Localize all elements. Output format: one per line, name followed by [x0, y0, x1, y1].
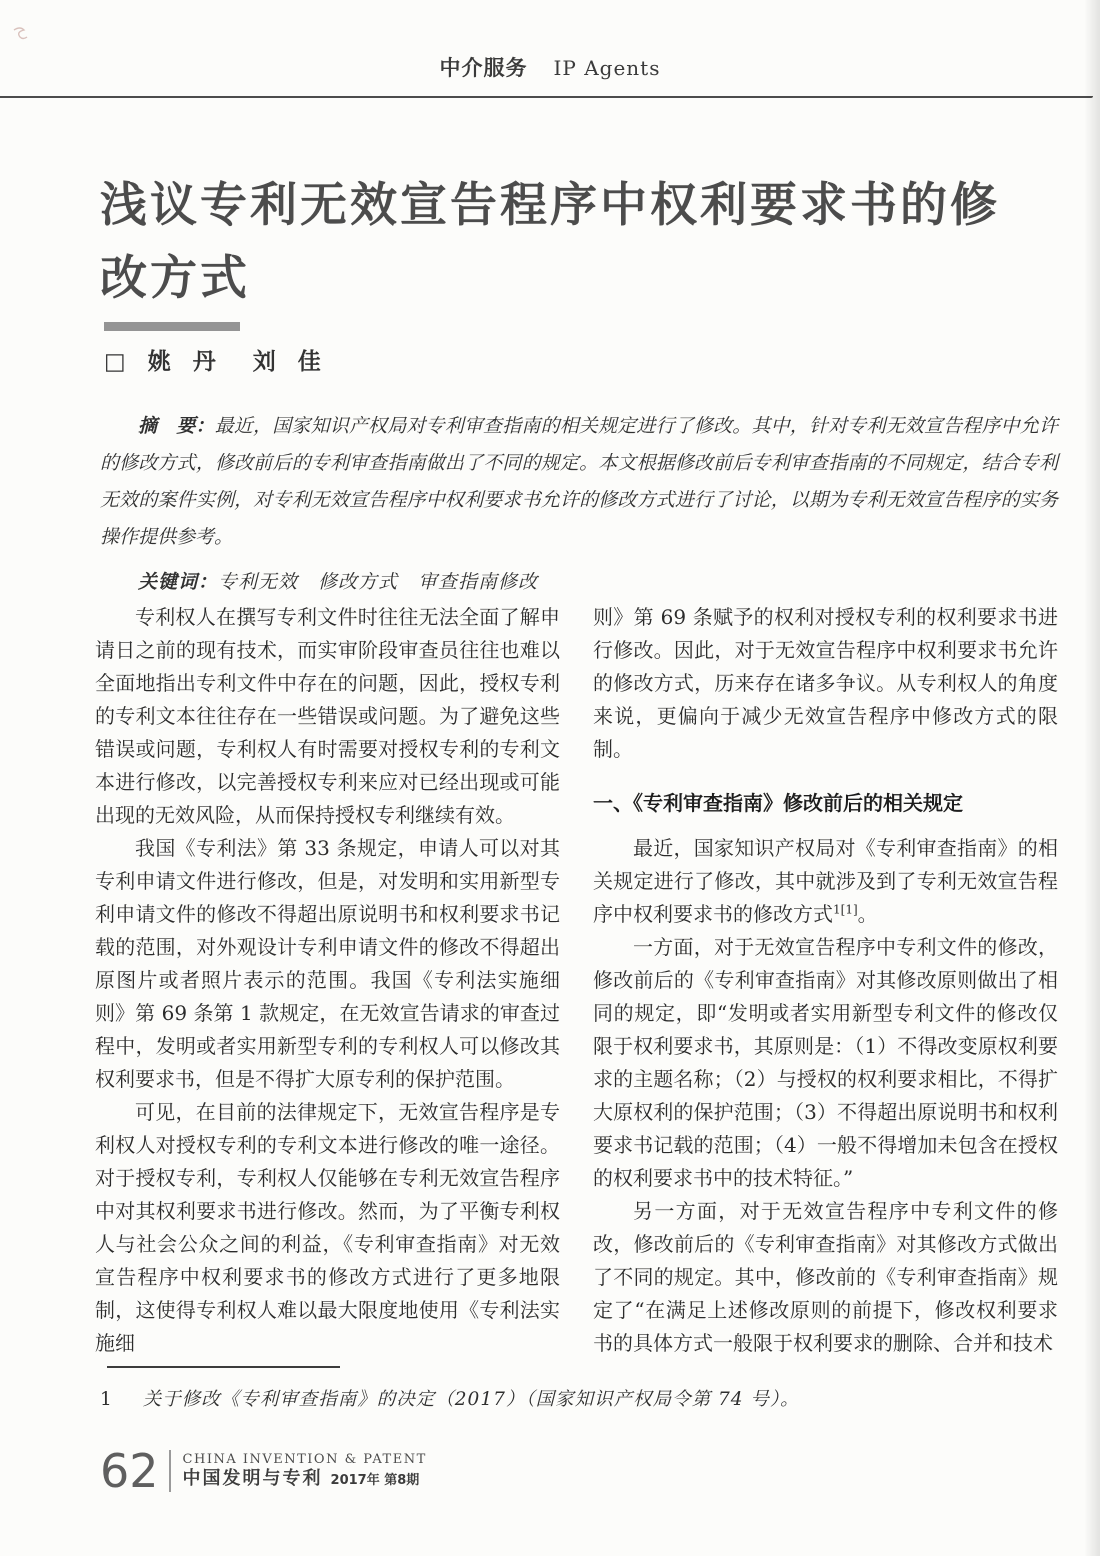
- body-paragraph: 我国《专利法》第 33 条规定，申请人可以对其专利申请文件进行修改，但是，对发明和实用新型专利申请文件的修改不得超出原说明书和权利要求书记载的范围，对外观设计专利申请文件的修改不得超出原图片或者照片表示的范围。我国《专利法实施细则》第 69 条第 1 款规定，在无效宣告请求的审查过程中，发明或者实用新型专利的专利权人可以修改其权利要求书，但是不得扩大原专利的保护范围。: [95, 836, 560, 1091]
- keywords-line: [100, 564, 1058, 601]
- right-column: [593, 601, 1058, 1360]
- left-column: [95, 601, 560, 1360]
- keywords-label: 关键词：: [138, 571, 219, 593]
- body-paragraph: 一方面，对于无效宣告程序中专利文件的修改，修改前后的《专利审查指南》对其修改原则做出了相同的规定，即“发明或者实用新型专利文件的修改仅限于权利要求书，其原则是：（1）不得改变原权利要求的主题名称；（2）与授权的权利要求相比，不得扩大原权利的保护范围；（3）不得超出原说明书和权利要求书记载的范围；（4）一般不得增加未包含在授权的权利要求书中的技术特征。”: [593, 935, 1058, 1190]
- journal-block: [183, 1452, 427, 1489]
- page-footer: [100, 1444, 427, 1498]
- journal-issue: 2017年 第8期: [330, 1473, 420, 1488]
- body-paragraph: 专利权人在撰写专利文件时往往无法全面了解申请日之前的现有技术，而实审阶段审查员往往也难以全面地指出专利文件中存在的问题，因此，授权专利的专利文本往往存在一些错误或问题。为了避免这些错误或问题，专利权人有时需要对授权专利的专利文本进行修改，以完善授权专利来应对已经出现或可能出现的无效风险，从而保持授权专利继续有效。: [95, 605, 560, 827]
- header-section-cn: 中介服务: [439, 56, 528, 80]
- abstract-text: 最近，国家知识产权局对专利审查指南的相关规定进行了修改。其中，针对专利无效宣告程序中允许的修改方式，修改前后的专利审查指南做出了不同的规定。本文根据修改前后专利审查指南的不同规定，结合专利无效的案件实例，对专利无效宣告程序中权利要求书允许的修改方式进行了讨论，以期为专利无效宣告程序的实务操作提供参考。: [100, 415, 1058, 548]
- abstract-paragraph: [100, 408, 1058, 556]
- footnote-text: 关于修改《专利审查指南》的决定（2017）（国家知识产权局令第 74 号）。: [142, 1389, 800, 1410]
- footnote-marker: 1: [100, 1389, 113, 1410]
- body-paragraph: 可见，在目前的法律规定下，无效宣告程序是专利权人对授权专利的专利文本进行修改的唯一途径。对于授权专利，专利权人仅能够在专利无效宣告程序中对其权利要求书进行修改。然而，为了平衡专利权人与社会公众之间的利益，《专利审查指南》对无效宣告程序中权利要求书的修改方式进行了更多地限制，这使得专利权人难以最大限度地使用《专利法实施细: [95, 1100, 560, 1355]
- section-heading: 一、《专利审查指南》修改前后的相关规定: [593, 791, 963, 815]
- journal-name-cn: 中国发明与专利: [182, 1468, 323, 1489]
- paragraph-text: 最近，国家知识产权局对《专利审查指南》的相关规定进行了修改，其中就涉及到了专利无效宣告程序中权利要求书的修改方式: [593, 836, 1058, 926]
- journal-name-cn-line: [183, 1468, 427, 1490]
- author-accent-bar: [104, 322, 240, 331]
- body-paragraph: [593, 832, 1058, 931]
- body-paragraph-continuation: 则》第 69 条赋予的权利对授权专利的权利要求书进行修改。因此，对于无效宣告程序中权利要求书允许的修改方式，历来存在诸多争议。从专利权人的角度来说，更偏向于减少无效宣告程序中修改方式的限制。: [593, 605, 1058, 761]
- author-block: [104, 322, 328, 376]
- footnote-separator: [107, 1366, 340, 1368]
- article-body: [95, 601, 1058, 1360]
- paragraph-text: 。: [857, 902, 878, 926]
- journal-name-en: CHINA INVENTION & PATENT: [182, 1452, 427, 1468]
- header-rule: [0, 96, 1093, 98]
- header-section-en: IP Agents: [553, 56, 661, 80]
- abstract-block: [100, 408, 1058, 601]
- footer-divider: [169, 1450, 171, 1492]
- footnote: [100, 1385, 1020, 1411]
- page-title: 浅议专利无效宣告程序中权利要求书的修改方式: [100, 178, 1000, 307]
- author-names: □ 姚 丹 刘 佳: [104, 349, 328, 375]
- keywords-text: 专利无效 修改方式 审查指南修改: [218, 571, 539, 593]
- page-number: 62: [100, 1444, 159, 1498]
- magazine-header: [0, 52, 1100, 82]
- abstract-label: 摘 要：: [138, 415, 215, 437]
- footnote-reference: 1[1]: [833, 902, 858, 917]
- body-paragraph: 另一方面，对于无效宣告程序中专利文件的修改，修改前后的《专利审查指南》对其修改方式做出了不同的规定。其中，修改前的《专利审查指南》规定了“在满足上述修改原则的前提下，修改权利要求书的具体方式一般限于权利要求的删除、合并和技术: [593, 1199, 1058, 1355]
- scan-edge-shadow: [1084, 0, 1100, 1556]
